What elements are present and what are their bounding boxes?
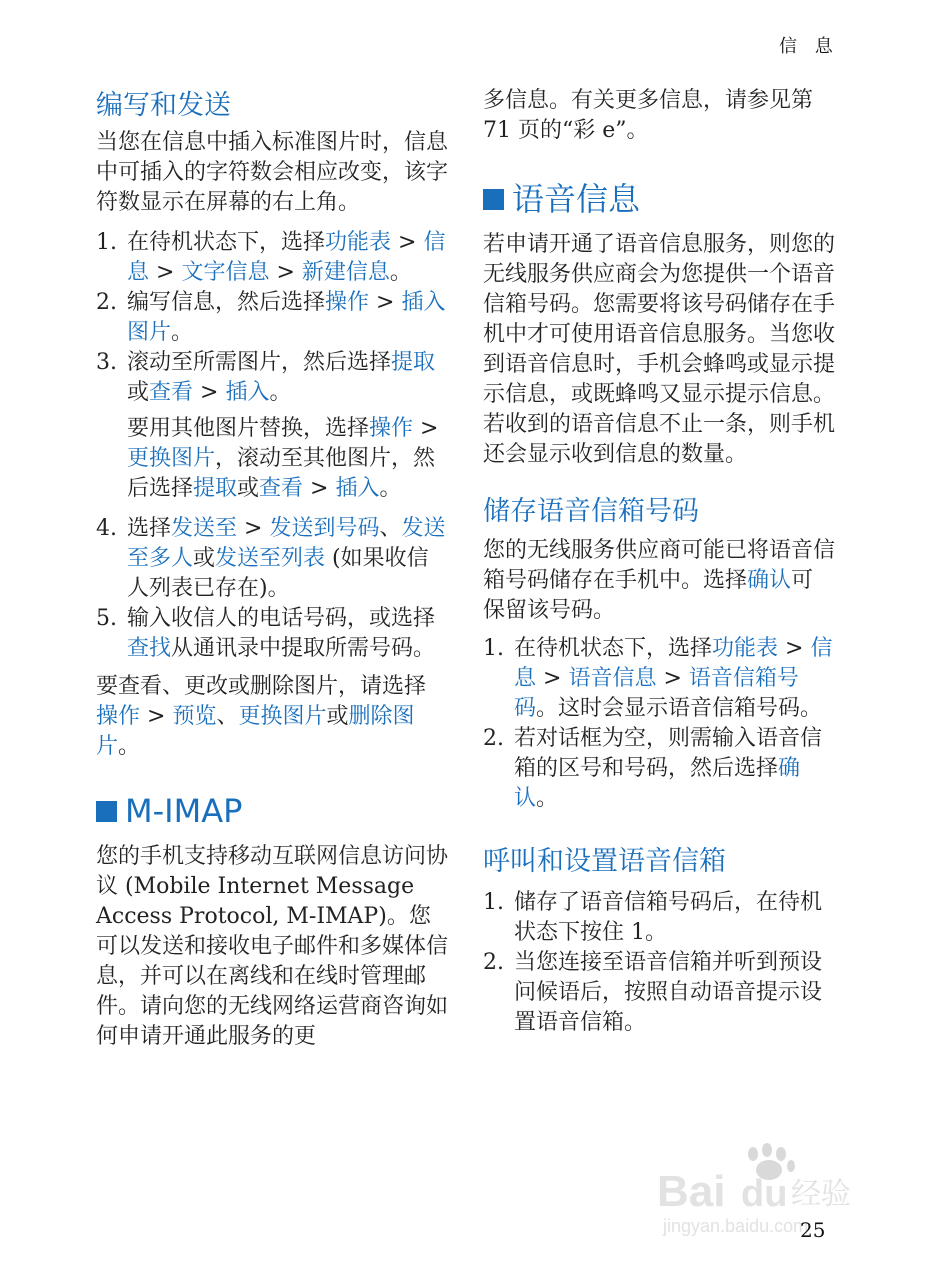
text-run: >	[193, 380, 226, 405]
text-run: >	[140, 704, 173, 729]
heading-m-imap-text: M-IMAP	[125, 792, 243, 830]
list-item	[483, 724, 835, 814]
watermark-brand: Bai	[657, 1167, 726, 1216]
list-item	[96, 604, 448, 664]
list-number: 2.	[483, 726, 504, 751]
text-run: >	[413, 416, 439, 441]
list-text	[127, 604, 448, 664]
menu-link: 发送至	[171, 516, 238, 541]
menu-link: 语音信息	[568, 666, 657, 691]
list-number: 1.	[96, 230, 117, 255]
text-run: 要用其他图片替换，选择	[127, 416, 370, 441]
menu-link: 查看	[149, 380, 194, 405]
heading-m-imap	[96, 790, 448, 832]
send-steps	[96, 514, 448, 664]
text-run: 选择	[127, 516, 172, 541]
list-number: 4.	[96, 516, 117, 541]
heading-compose-send: 编写和发送	[96, 90, 231, 121]
menu-link: 提取	[391, 350, 436, 375]
watermark-url: jingyan.baidu.com	[663, 1216, 809, 1236]
text-run: 若对话框为空，则需输入语音信箱的区号和号码，然后选择	[514, 726, 823, 781]
paragraph-voice-mail: 若申请开通了语音信息服务，则您的无线服务供应商会为您提供一个语音信箱号码。您需要将该号码储存在手机中才可使用语音信息服务。当您收到语音信息时，手机会蜂鸣或显示提示信息，或既蜂鸣又显示提示信息。若收到的语音信息不止一条，则手机还会显示收到信息的数量。	[483, 232, 836, 467]
menu-link: 提取	[193, 476, 238, 501]
heading-voice-mail-text: 语音信息	[512, 180, 641, 218]
list-text	[514, 724, 835, 814]
list-item	[483, 634, 835, 724]
heading-store-voicemail-number: 储存语音信箱号码	[483, 496, 699, 527]
list-number: 1.	[483, 890, 504, 915]
paragraph-m-imap: 您的手机支持移动互联网信息访问协议 (Mobile Internet Message Access Protocol, M-IMAP)。您可以发送和接收电子邮件和多媒体信息，并可以在离线和在线时管理邮件。请向您的无线网络运营商咨询如何申请开通此服务的更	[96, 844, 449, 1049]
text-run: 、	[379, 516, 402, 541]
menu-link: 语音信箱号码	[514, 666, 799, 721]
text-run: ，滚动至其他图片，然后选择	[127, 446, 436, 501]
text-run: 。	[269, 380, 292, 405]
menu-link: 删除图片	[96, 704, 415, 759]
text-run: 。这时会显示语音信箱号码。	[536, 696, 823, 721]
paragraph-continued: 多信息。有关更多信息，请参见第 71 页的“彩 e”。	[483, 88, 814, 143]
list-item	[96, 514, 448, 604]
list-item	[96, 348, 448, 408]
menu-link: 插入图片	[127, 290, 446, 345]
menu-link: 新建信息	[301, 260, 390, 285]
text-run: 编写信息，然后选择	[127, 290, 326, 315]
section-square-icon	[483, 189, 504, 210]
list-text	[127, 348, 448, 408]
text-run: 。	[379, 476, 402, 501]
heading-voice-mail	[483, 178, 835, 220]
list-item	[96, 288, 448, 348]
text-run: (如果收信人列表已存在)。	[127, 546, 429, 601]
menu-link: 操作	[369, 416, 414, 441]
call-steps	[483, 888, 835, 1038]
text-run: 从通讯录中提取所需号码。	[171, 636, 436, 661]
list-text	[127, 514, 448, 604]
compose-steps	[96, 228, 448, 408]
menu-link: 信息	[127, 230, 446, 285]
list-text	[127, 228, 448, 288]
store-steps	[483, 634, 835, 814]
text-run: >	[391, 230, 424, 255]
text-run: >	[237, 516, 270, 541]
text-run: 滚动至所需图片，然后选择	[127, 350, 392, 375]
paragraph-edit-picture	[96, 672, 448, 762]
text-run: >	[303, 476, 336, 501]
list-text	[514, 888, 835, 948]
right-column	[483, 86, 835, 1038]
menu-link: 发送至列表	[215, 546, 326, 571]
text-run: 。	[171, 320, 194, 345]
text-run: >	[369, 290, 402, 315]
text-run: 输入收信人的电话号码，或选择	[127, 606, 436, 631]
menu-link: 确认	[747, 568, 792, 593]
list-number: 2.	[483, 950, 504, 975]
text-run: 在待机状态下，选择	[514, 636, 713, 661]
left-column	[96, 88, 448, 1052]
text-run: 或	[193, 546, 216, 571]
text-run: 、	[216, 704, 239, 729]
list-item	[483, 948, 835, 1038]
menu-link: 插入	[225, 380, 270, 405]
list-text	[514, 634, 835, 724]
text-run: >	[149, 260, 182, 285]
text-run: >	[778, 636, 811, 661]
text-run: 在待机状态下，选择	[127, 230, 326, 255]
menu-link: 发送至多人	[127, 516, 446, 571]
menu-link: 功能表	[325, 230, 392, 255]
text-run: 或	[237, 476, 260, 501]
paragraph-compose-intro: 当您在信息中插入标准图片时，信息中可插入的字符数会相应改变，该字符数显示在屏幕的右上角。	[96, 130, 449, 215]
text-run: 当您连接至语音信箱并听到预设问候语后，按照自动语音提示设置语音信箱。	[514, 950, 823, 1035]
menu-link: 更换图片	[238, 704, 327, 729]
paragraph-store-voicemail	[483, 536, 835, 626]
list-number: 1.	[483, 636, 504, 661]
menu-link: 更换图片	[127, 446, 216, 471]
menu-link: 插入	[335, 476, 380, 501]
text-run: >	[269, 260, 302, 285]
menu-link: 发送到号码	[269, 516, 380, 541]
list-number: 2.	[96, 290, 117, 315]
list-text	[514, 948, 835, 1038]
menu-link: 文字信息	[181, 260, 270, 285]
text-run: 。	[536, 786, 559, 811]
watermark-cn: 经验	[791, 1177, 851, 1212]
text-run: 要查看、更改或删除图片，请选择	[96, 674, 427, 699]
list-text	[127, 288, 448, 348]
text-run: >	[656, 666, 689, 691]
section-square-icon	[96, 801, 117, 822]
list-number: 3.	[96, 350, 117, 375]
text-run: 。	[118, 734, 141, 759]
list-item	[96, 228, 448, 288]
text-run: 。	[389, 260, 412, 285]
text-run: >	[536, 666, 569, 691]
text-run: 或	[326, 704, 349, 729]
menu-link: 操作	[325, 290, 370, 315]
text-run: 您的无线服务供应商可能已将语音信箱号码储存在手机中。选择	[483, 538, 836, 593]
menu-link: 操作	[96, 704, 141, 729]
heading-call-setup-voicemail: 呼叫和设置语音信箱	[483, 846, 726, 877]
menu-link: 预览	[172, 704, 217, 729]
list-number: 5.	[96, 606, 117, 631]
text-run: 储存了语音信箱号码后，在待机状态下按住 1。	[514, 890, 823, 945]
menu-link: 确认	[514, 756, 801, 811]
menu-link: 功能表	[712, 636, 779, 661]
replace-picture-note	[127, 414, 448, 504]
page-number: 25	[800, 1218, 826, 1242]
menu-link: 查找	[127, 636, 172, 661]
running-header: 信 息	[779, 36, 839, 57]
text-run: 或	[127, 380, 150, 405]
watermark-brand-2: du	[741, 1173, 788, 1215]
list-item	[483, 888, 835, 948]
menu-link: 查看	[259, 476, 304, 501]
menu-link: 信息	[514, 636, 833, 691]
text-run: 可保留该号码。	[483, 568, 814, 623]
